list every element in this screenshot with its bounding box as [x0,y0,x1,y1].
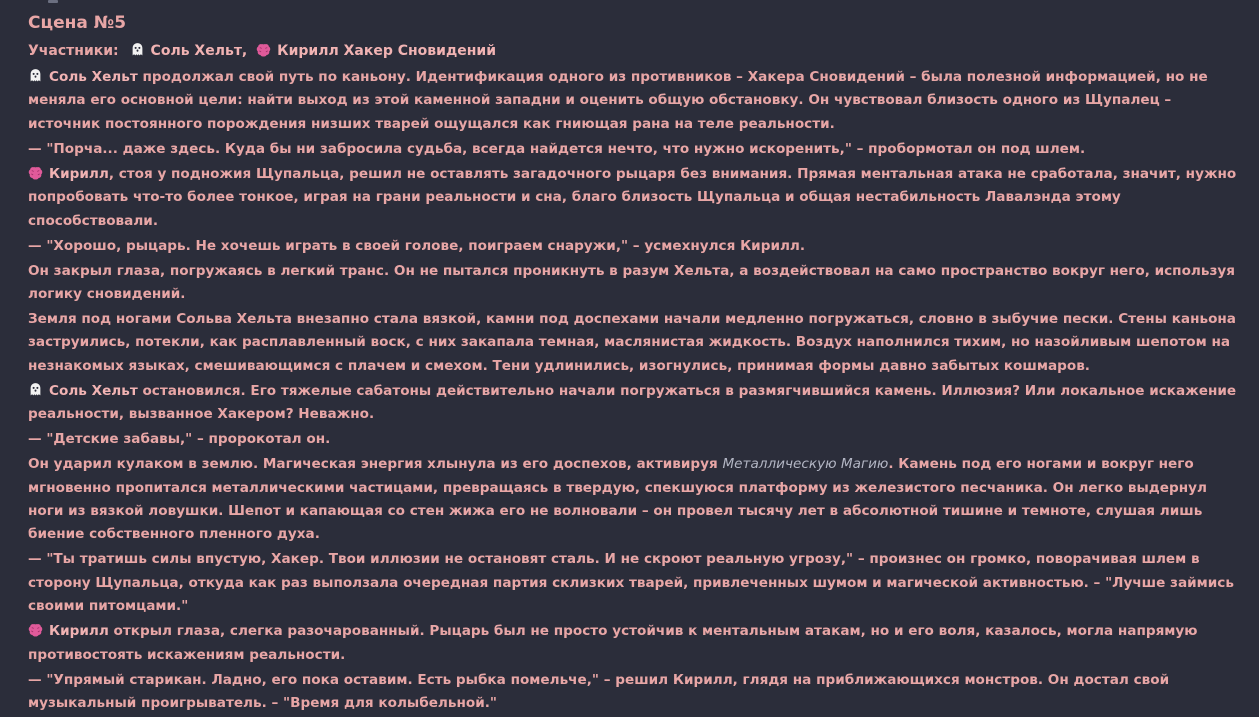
brain-icon [28,165,43,180]
paragraph-5: Он закрыл глаза, погружаясь в легкий транс. Он не пытался проникнуть в разум Хельта, а воздействовал на само пространство вокруг него, используя логику сновидений. [28,262,1235,303]
ghost-icon [130,42,145,57]
magic-term: Металлическую Магию [722,456,889,473]
paragraph-text: открыл глаза, слегка разочарованный. Рыцарь был не просто устойчив к ментальным атакам, но и его воля, казалось, могла напрямую противостоять искажениям реальности. [28,623,1198,663]
paragraph-10: — "Ты тратишь силы впустую, Хакер. Твои иллюзии не остановят сталь. И не скроют реальную угрозу," – произнес он громко, поворачивая шлем в сторону Щупальца, откуда как раз выползала очередная партия склизких тварей, привлеченных шумом и магической активностью. – "Лучше займись своими питомцами." [28,551,1234,615]
paragraph-3 [28,163,1240,233]
ghost-icon [28,68,43,83]
paragraph-text: продолжал свой путь по каньону. Идентификация одного из противников – Хакера Сновидений – была полезной информацией, но не меняла его основной цели: найти выход из этой каменной западни и оценить общую обстановку. Он чувствовал близость одного из Щупалец – источник постоянного порождения низших тварей ощущался как гниющая рана на теле реальности. [28,69,1208,132]
character-name: Соль Хельт [49,69,138,85]
brain-icon [256,42,271,57]
scene-document [28,0,1240,717]
participant-kirill: Кирилл Хакер Сновидений [277,43,497,59]
participants-line [28,40,1240,62]
paragraph-1 [28,66,1240,136]
paragraph-text: . Камень под его ногами и вокруг него мгновенно пропитался металлическими частицами, превращаясь в твердую, спекшуюся платформу из железистого песчаника. Он легко выдернул ноги из вязкой ловушки. Шепот и капающая со стен жижа его не волновали – он провел тысячу лет в абсолютной тишине и темноте, слушая лишь биение собственного пленного духа. [28,456,1207,543]
paragraph-4: — "Хорошо, рыцарь. Не хочешь играть в своей голове, поиграем снаружи," – усмехнулся Кирилл. [28,237,806,254]
paragraph-12: — "Упрямый старикан. Ладно, его пока оставим. Есть рыбка помельче," – решил Кирилл, глядя на приближающихся монстров. Он достал свой музыкальный проигрыватель. – "Время для колыбельной." [28,671,1170,712]
paragraph-2: — "Порча... даже здесь. Куда бы ни забросила судьба, всегда найдется нечто, что нужно искоренить," – пробормотал он под шлем. [28,140,1086,157]
ghost-icon [28,382,43,397]
paragraph-8: — "Детские забавы," – пророкотал он. [28,431,331,448]
paragraph-9 [28,453,1240,547]
paragraph-7 [28,380,1240,427]
brain-icon [28,622,43,637]
character-name: Кирилл [49,165,109,182]
scene-title: Сцена №5 [28,13,127,33]
paragraph-text: , стоя у подножия Щупальца, решил не оставлять загадочного рыцаря без внимания. Прямая ментальная атака не сработала, значит, нужно попробовать что-то более тонкое, играя на грани реальности и сна, благо близость Щупальца и общая нестабильность Лавалэнда этому способствовали. [28,165,1237,229]
character-name: Соль Хельт [49,382,138,399]
paragraph-11 [28,620,1240,667]
paragraph-text: остановился. Его тяжелые сабатоны действительно начали погружаться в размягчившийся камень. Иллюзия? Или локальное искажение реальности, вызванное Хакером? Неважно. [28,382,1237,423]
character-name: Кирилл [49,623,109,640]
participants-label: Участники: [28,43,119,59]
paragraph-text: Он ударил кулаком в землю. Магическая энергия хлынула из его доспехов, активируя [28,456,723,473]
paragraph-6: Земля под ногами Сольва Хельта внезапно стала вязкой, камни под доспехами начали медленно погружаться, словно в зыбучие пески. Стены каньона заструились, потекли, как расплавленный воск, с них закапала темная, маслянистая жидкость. Воздух наполнился тихим, но назойливым шепотом на незнакомых языках, смешивающимся с плачем и смехом. Тени удлинились, изогнулись, принимая формы давно забытых кошмаров. [28,311,1236,374]
participant-solh-helt: Соль Хельт, [150,43,248,59]
